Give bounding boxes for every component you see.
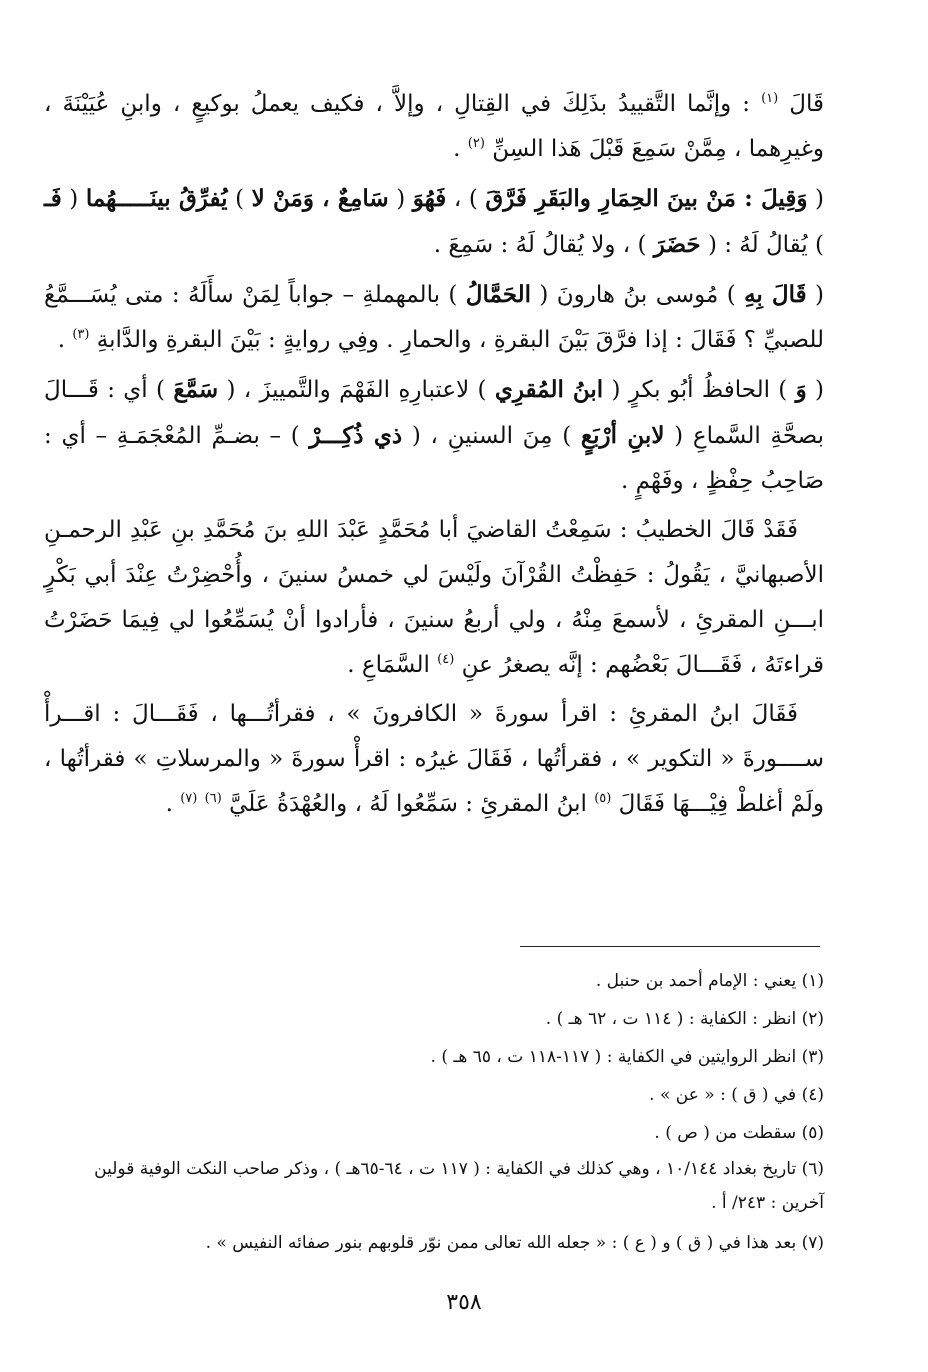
- bold-term: حَضَرَ: [653, 231, 701, 258]
- paragraph-p1: قَالَ $^{(١)}$ : وإنَّما التَّقييدُ بذَلِكَ في القِتالِ ، وإلاَّ ، فكيف يعملُ بوكيعٍ ، وابنِ عُيَيْنَةَ ، وغيرِهما ، مِمَّنْ سَمِعَ قَبْلَ هَذا السِنِّ $^{(٢)}$ .: [44, 91, 824, 162]
- bold-term: فَـ: [44, 185, 62, 212]
- bold-term: وَ: [795, 376, 807, 403]
- bold-term: لابنِ أرْبَعٍ: [580, 422, 665, 449]
- bold-term: وَقِيلَ : مَنْ بينَ الحِمَارِ والبَقَرِ فَرَّقَ: [485, 185, 808, 212]
- bold-term: ابنُ المُقرِي: [494, 376, 604, 403]
- footnote-marker: (٢): [467, 136, 485, 151]
- paragraph-p5: فَقَدْ قَالَ الخطيبُ : سَمِعْتُ القاضيَ أبا مُحَمَّدٍ عَبْدَ اللهِ بنَ مُحَمَّدِ بنِ عَبْدِ الرحمـنِ الأصبهانيَّ ، يَقُولُ : حَفِظْتُ القُرْآنَ ولَيْسَ لي خمسُ سنينَ ، وأُحْضِرْتُ عِنْدَ أبي بَكْرٍ ابـــنِ المقرئِ ، لأسمعَ مِنْهُ ، ولي أربعُ سنينَ ، فأرادوا أنْ يُسَمِّعُوا لي فِيمَا حَضَرْتُ قراءتَهُ ، فَقَـــالَ بَعْضُهم : إنَّه يصغرُ عنِ $^{(٤)}$ السَّمَاعِ .: [44, 517, 824, 678]
- footnote-separator: [520, 946, 820, 947]
- bold-term: يُفرِّقُ بينَـــــهُما: [85, 185, 228, 212]
- paragraph-p3: ( قَالَ بِهِ ) مُوسى بنُ هارونَ ( الحَمَّالُ ) بالمهملةِ – جواباً لِمَنْ سأَلَهُ : متى يُسَـــمَّعُ للصبيِّ ؟ فَقَالَ : إذا فرَّقَ بَيْنَ البقرةِ ، والحمارِ . وفِي روايةٍ : بَيْنَ البقرةِ والدَّابةِ $^{(٣)}$ .: [44, 281, 825, 353]
- bold-term: سَمَّعَ: [173, 376, 219, 403]
- footnote-marker: (٤): [437, 652, 455, 667]
- footnote-fn2: (٢) انظر : الكفاية : ( ١١٤ ت ، ٦٢ هـ ) .: [545, 1009, 824, 1029]
- footnote-marker: (٧): [180, 791, 198, 806]
- bold-term: سَامِعٌ ، وَمَنْ لا: [251, 185, 389, 212]
- footnote-marker: (٣): [72, 327, 90, 342]
- footnote-fn3: (٣) انظر الروايتين في الكفاية : ( ١١٧-١١٨ ت ، ٦٥ هـ ) .: [430, 1047, 824, 1067]
- footnote-fn1: (١) يعني : الإمام أحمد بن حنبل .: [595, 971, 824, 991]
- bold-term: فَهُوَ: [412, 185, 447, 212]
- footnote-fn7: (٧) بعد هذا في ( ق ) و ( ع ) : « جعله الله تعالى ممن نوّر قلوبهم بنور صفائه النفيس » .: [205, 1233, 824, 1253]
- paragraph-p6: فَقَالَ ابنُ المقرئِ : اقرأ سورةَ « الكافرونَ » ، فقرأتُـــها ، فَقَـــالَ : اقـــرأْ ســــورةَ « التكوير » ، فقرأتُها ، فَقَالَ غيرُه : اقرأْ سورةَ « والمرسلاتِ » فقرأتُها ، ولَمْ أغلطْ فِيْـــهَا فَقَالَ $^{(٥)}$ ابنُ المقرئِ : سَمِّعُوا لَهُ ، والعُهْدَةُ عَلَيَّ $^{(٦)}$ $^{(٧)}$ .: [44, 701, 824, 817]
- footnote-fn6: (٦) تاريخ بغداد ١٠/١٤٤ ، وهي كذلك في الكفاية : ( ١١٧ ت ، ٦٤-٦٥هـ ) ، وذكر صاحب النكت الوفية قولين آخرين : ٢٤٣/ أ .: [94, 1159, 824, 1213]
- bold-term: ذي ذُكِـــرْ: [309, 422, 403, 449]
- footnote-fn5: (٥) سقطت من ( ص ) .: [654, 1123, 824, 1143]
- paragraph-p2: ( وَقِيلَ : مَنْ بينَ الحِمَارِ والبَقَرِ فَرَّقَ ) ، فَهُوَ ( سَامِعٌ ، وَمَنْ لا ) يُفرِّقُ بينَـــــهُما ( فَـ ) يُقالُ لَهُ : ( حَضَرَ ) ، ولا يُقالُ لَهُ : سَمِعَ .: [44, 185, 824, 258]
- footnote-marker: (٥): [594, 791, 612, 806]
- footnote-marker: (٦): [204, 791, 222, 806]
- page-number: ٣٥٨: [446, 1290, 482, 1315]
- footnotes: [54, 962, 824, 1262]
- paragraph-p4: ( وَ ) الحافظُ أبُو بكرٍ ( ابنُ المُقرِي ) لاعتبارِهِ الفَهْمَ والتَّمييزَ ، ( سَمَّعَ ) أي : قَـــالَ بصحَّةِ السَّماعِ ( لابنِ أرْبَعٍ ) مِنَ السنينِ ، ( ذي ذُكِـــرْ ) – بضـمِّ المُعْجَمَـةِ – أي : صَاحِبُ حِفْظٍ ، وفَهْمٍ .: [44, 376, 825, 494]
- bold-term: الحَمَّالُ: [465, 281, 531, 308]
- footnote-marker: (١): [761, 91, 779, 106]
- main-text: [44, 82, 824, 831]
- footnote-fn4: (٤) في ( ق ) : « عن » .: [649, 1085, 824, 1105]
- bold-term: قَالَ بِهِ: [744, 281, 807, 308]
